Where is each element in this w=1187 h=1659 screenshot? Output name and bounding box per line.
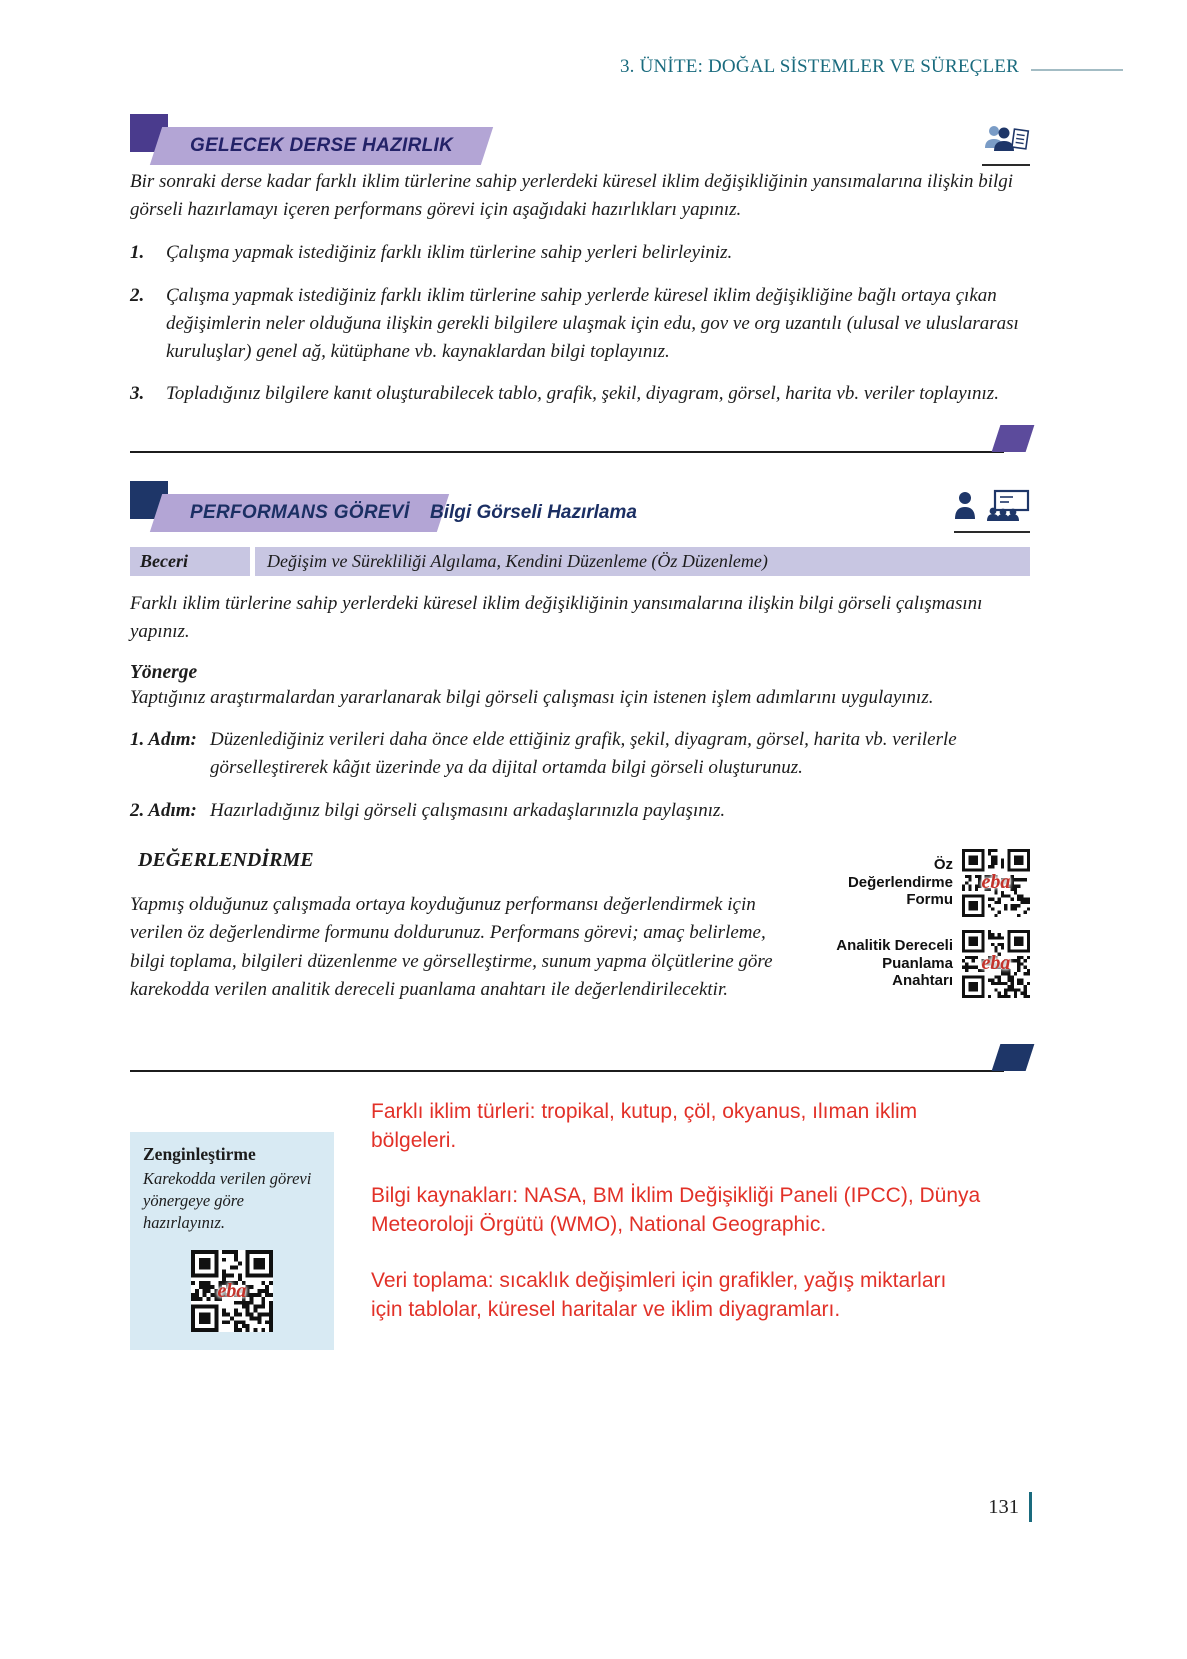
qr-row-rubric: [827, 930, 1030, 998]
evaluation-text-column: [130, 849, 778, 1024]
list-item: [130, 380, 1030, 408]
directive-text: Yaptığınız araştırmalardan yararlanarak bilgi görseli çalışması için istenen işlem adımlarını uygulayınız.: [130, 686, 934, 708]
section-divider: [130, 1042, 1030, 1076]
qr-code-analytic-rubric: [962, 930, 1030, 998]
evaluation-text: Yapmış olduğunuz çalışmada ortaya koyduğunuz performansı değerlendirmek için verilen öz değerlendirme formunu doldurunuz. Performans görevi; amaç belirleme, bilgi toplama, bilgileri düzenlenme ve görselleştirme, sunum yapma ölçütlerine göre karekodda verilen analitik dereceli puanlama anahtarı ile değerlendirilecektir.: [130, 893, 773, 1001]
item-number: 3.: [130, 383, 145, 405]
divider-parallelogram: [992, 1044, 1035, 1071]
bottom-section: [130, 1098, 1030, 1353]
qr-label: Analitik Dereceli Puanlama Anahtarı: [836, 937, 953, 990]
enrichment-title: Zenginleştirme: [143, 1143, 256, 1164]
item-number: 1.: [130, 242, 145, 264]
note-climate-types: Farklı iklim türleri: tropikal, kutup, çöl, okyanus, ılıman iklim bölgeleri.: [371, 1099, 918, 1152]
step-label: 2. Adım:: [130, 799, 197, 821]
task-banner: [150, 494, 450, 532]
prep-intro: Bir sonraki derse kadar farklı iklim türlerine sahip yerlerdeki küresel iklim değişikliğinin yansımalarına ilişkin bilgi görseli hazırlamayı içeren performans görevi için aşağıdaki hazırlıkları yapınız.: [130, 171, 1014, 220]
evaluation-qr-column: [778, 849, 1030, 1024]
item-number: 2.: [130, 285, 145, 307]
step-text: Düzenlediğiniz verileri daha önce elde ettiğiniz grafik, şekil, diyagram, görsel, harita vb. verilerle görselleştirerek kâğıt üzerinde ya da dijital ortamda bilgi görseli oluşturunuz.: [210, 729, 957, 779]
task-intro: Farklı iklim türlerine sahip yerlerdeki küresel iklim değişikliğinin yansımalarına ilişkin bilgi görseli çalışmasını yapınız.: [130, 593, 983, 642]
item-text: Çalışma yapmak istediğiniz farklı iklim türlerine sahip yerleri belirleyiniz.: [166, 242, 733, 264]
note-info-sources: Bilgi kaynakları: NASA, BM İklim Değişikliği Paneli (IPCC), Dünya Meteoroloji Örgütü (WMO), National Geographic.: [371, 1184, 981, 1237]
note-data-collection: Veri toplama: sıcaklık değişimleri için grafikler, yağış miktarları için tablolar, küresel haritalar ve iklim diyagramları.: [371, 1269, 947, 1322]
divider-line: [130, 451, 1004, 453]
divider-line: [130, 1070, 1004, 1072]
eba-logo: eba: [981, 871, 1011, 894]
unit-title: 3. ÜNİTE: DOĞAL SİSTEMLER VE SÜREÇLER: [619, 56, 1019, 77]
item-text: Çalışma yapmak istediğiniz farklı iklim türlerine sahip yerlerde küresel iklim değişikliğine bağlı ortaya çıkan değişimlerin neler olduğuna ilişkin gerekli bilgilere ulaşmak için edu, gov ve org uzantılı (ulusal ve uluslararası kuruluşlar) genel ağ, kütüphane vb. kaynaklardan bilgi toplayınız.: [166, 285, 1019, 362]
page-footer: [988, 1492, 1032, 1522]
task-step: [130, 797, 1030, 825]
task-banner-subtitle: Bilgi Görseli Hazırlama: [430, 502, 637, 524]
list-item: [130, 282, 1030, 365]
evaluation-section: [130, 849, 1030, 1024]
prep-banner-icons: [982, 122, 1030, 166]
prep-banner-title: GELECEK DERSE HAZIRLIK: [190, 135, 454, 156]
prep-banner-row: [130, 114, 1030, 168]
step-text: Hazırladığınız bilgi görseli çalışmasını arkadaşlarınızla paylaşınız.: [210, 799, 726, 821]
list-item: [130, 239, 1030, 267]
enrichment-box: [130, 1132, 334, 1351]
divider-parallelogram: [992, 425, 1035, 452]
skill-table-row: [130, 547, 1030, 576]
directive-title: Yönerge: [130, 661, 198, 683]
eba-logo: eba: [217, 1279, 247, 1302]
people-document-icon: [982, 122, 1030, 159]
enrichment-text: Karekodda verilen görevi yönergeye göre hazırlayınız.: [143, 1168, 312, 1233]
task-step: [130, 726, 1030, 781]
qr-row-self-evaluation: [827, 849, 1030, 917]
skill-label-cell: Beceri: [130, 547, 250, 576]
eba-logo: eba: [981, 952, 1011, 975]
skill-value-cell: Değişim ve Sürekliliği Algılama, Kendini Düzenleme (Öz Düzenleme): [255, 547, 1030, 576]
prep-banner: [150, 127, 493, 165]
handwritten-notes: [371, 1098, 983, 1353]
page-number: 131: [988, 1495, 1019, 1518]
prep-list: [130, 239, 1030, 408]
page-header: [0, 0, 1187, 78]
evaluation-title: DEĞERLENDİRME: [138, 848, 314, 871]
qr-label: Öz Değerlendirme Formu: [847, 856, 953, 909]
section-divider: [130, 423, 1030, 457]
item-text: Topladığınız bilgilere kanıt oluşturabilecek tablo, grafik, şekil, diyagram, görsel, harita vb. veriler toplayınız.: [166, 383, 999, 405]
footer-accent-bar: [1029, 1492, 1032, 1522]
person-icon: [954, 491, 976, 526]
task-banner-row: [130, 481, 1030, 535]
qr-code-enrichment: [191, 1250, 273, 1332]
header-rule: [1031, 69, 1123, 71]
step-label: 1. Adım:: [130, 729, 197, 751]
task-banner-title: PERFORMANS GÖREVİ: [190, 502, 410, 524]
qr-code-self-evaluation-form: [962, 849, 1030, 917]
presentation-board-icon: [986, 489, 1030, 526]
task-banner-icons: [954, 489, 1030, 533]
